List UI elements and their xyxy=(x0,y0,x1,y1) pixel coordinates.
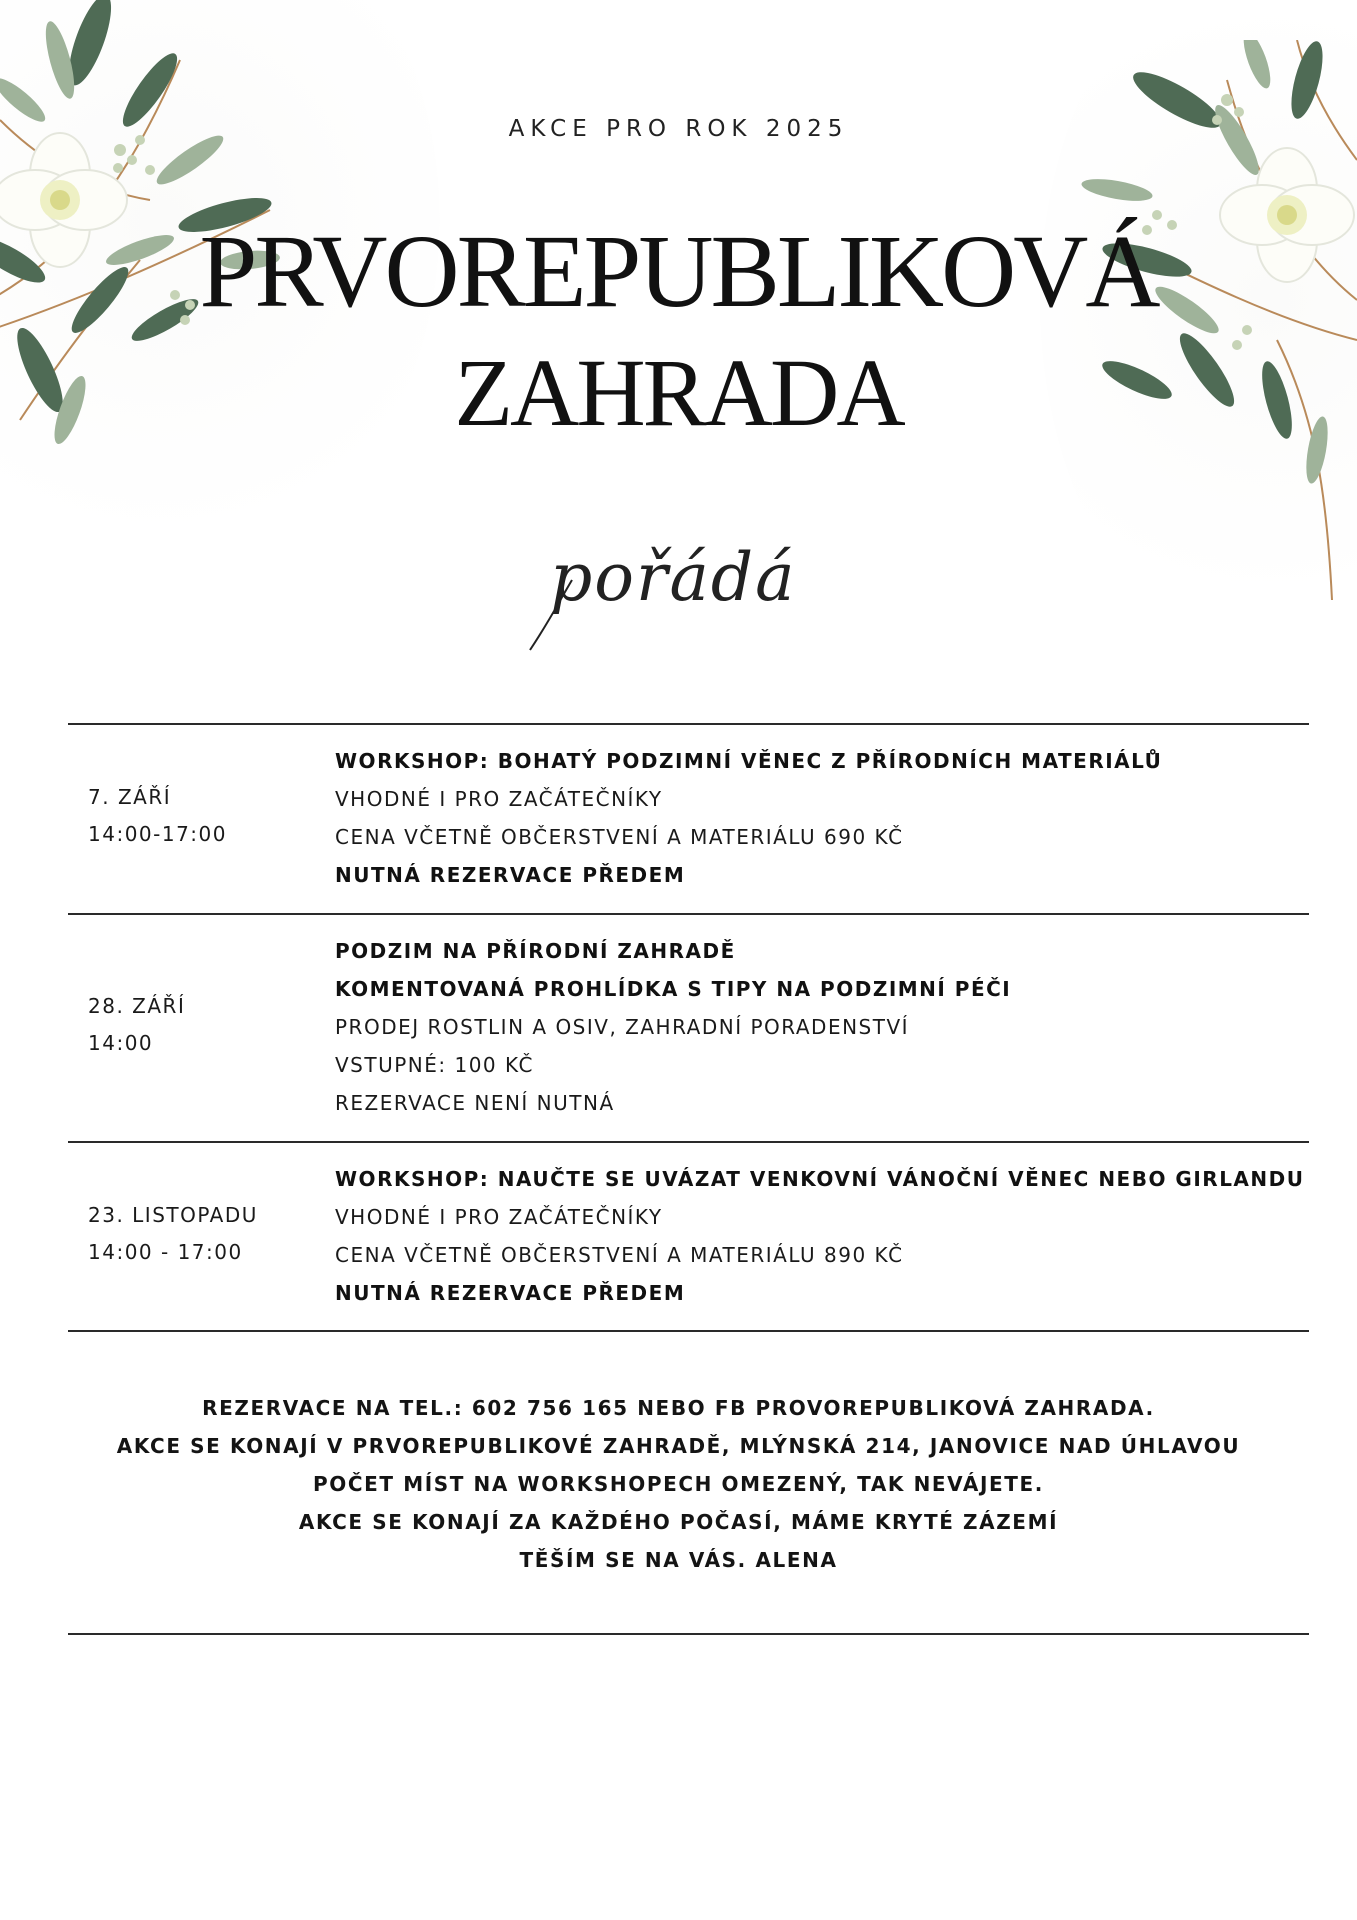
signature-label: pořádá xyxy=(550,539,797,616)
event-description xyxy=(335,1160,1305,1312)
page-title-line1: PRVOREPUBLIKOVÁ xyxy=(199,214,1158,329)
event-datetime xyxy=(88,779,227,853)
signature-text xyxy=(510,500,840,660)
footer-signoff-line: TĚŠÍM SE NA VÁS. ALENA xyxy=(519,1548,838,1572)
event-datetime xyxy=(88,1197,258,1271)
event-line: NUTNÁ REZERVACE PŘEDEM xyxy=(335,863,686,887)
divider xyxy=(68,723,1309,725)
event-line: CENA VČETNĚ OBČERSTVENÍ A MATERIÁLU 690 KČ xyxy=(335,825,904,849)
event-date: 28. ZÁŘÍ xyxy=(88,994,186,1018)
event-row xyxy=(68,1160,1309,1320)
footer-address-line: AKCE SE KONAJÍ V PRVOREPUBLIKOVÉ ZAHRADĚ, MLÝNSKÁ 214, JANOVICE NAD ÚHLAVOU xyxy=(116,1434,1241,1458)
footer-capacity-line: POČET MÍST NA WORKSHOPECH OMEZENÝ, TAK NEVÁJETE. xyxy=(313,1472,1044,1496)
divider xyxy=(68,1633,1309,1635)
year-subtitle: AKCE PRO ROK 2025 xyxy=(508,116,849,142)
event-date: 23. LISTOPADU xyxy=(88,1203,258,1227)
footer-info xyxy=(0,1389,1357,1579)
event-line: NUTNÁ REZERVACE PŘEDEM xyxy=(335,1281,686,1305)
event-time: 14:00 - 17:00 xyxy=(88,1240,243,1264)
footer-reservation-line: REZERVACE NA TEL.: 602 756 165 NEBO FB PROVOREPUBLIKOVÁ ZAHRADA. xyxy=(202,1396,1155,1420)
event-line: WORKSHOP: BOHATÝ PODZIMNÍ VĚNEC Z PŘÍRODNÍCH MATERIÁLŮ xyxy=(335,749,1163,773)
event-row xyxy=(68,742,1309,902)
event-line: KOMENTOVANÁ PROHLÍDKA S TIPY NA PODZIMNÍ PÉČI xyxy=(335,977,1012,1001)
page-title-line2: ZAHRADA xyxy=(454,339,903,446)
event-description xyxy=(335,742,1295,894)
event-line: VHODNÉ I PRO ZAČÁTEČNÍKY xyxy=(335,787,663,811)
event-line: PODZIM NA PŘÍRODNÍ ZAHRADĚ xyxy=(335,939,736,963)
event-description xyxy=(335,932,1295,1122)
event-time: 14:00-17:00 xyxy=(88,822,227,846)
event-datetime xyxy=(88,988,185,1062)
divider xyxy=(68,1141,1309,1143)
divider xyxy=(68,1330,1309,1332)
event-line: PRODEJ ROSTLIN A OSIV, ZAHRADNÍ PORADENSTVÍ xyxy=(335,1015,910,1039)
event-line: CENA VČETNĚ OBČERSTVENÍ A MATERIÁLU 890 KČ xyxy=(335,1243,904,1267)
event-date: 7. ZÁŘÍ xyxy=(88,785,172,809)
event-time: 14:00 xyxy=(88,1031,154,1055)
divider xyxy=(68,913,1309,915)
footer-weather-line: AKCE SE KONAJÍ ZA KAŽDÉHO POČASÍ, MÁME KRYTÉ ZÁZEMÍ xyxy=(298,1510,1059,1534)
event-line: REZERVACE NENÍ NUTNÁ xyxy=(335,1091,615,1115)
event-line: VSTUPNÉ: 100 KČ xyxy=(335,1053,535,1077)
event-row xyxy=(68,932,1309,1132)
event-line: VHODNÉ I PRO ZAČÁTEČNÍKY xyxy=(335,1205,663,1229)
event-line: WORKSHOP: NAUČTE SE UVÁZAT VENKOVNÍ VÁNOČNÍ VĚNEC NEBO GIRLANDU xyxy=(335,1167,1305,1191)
